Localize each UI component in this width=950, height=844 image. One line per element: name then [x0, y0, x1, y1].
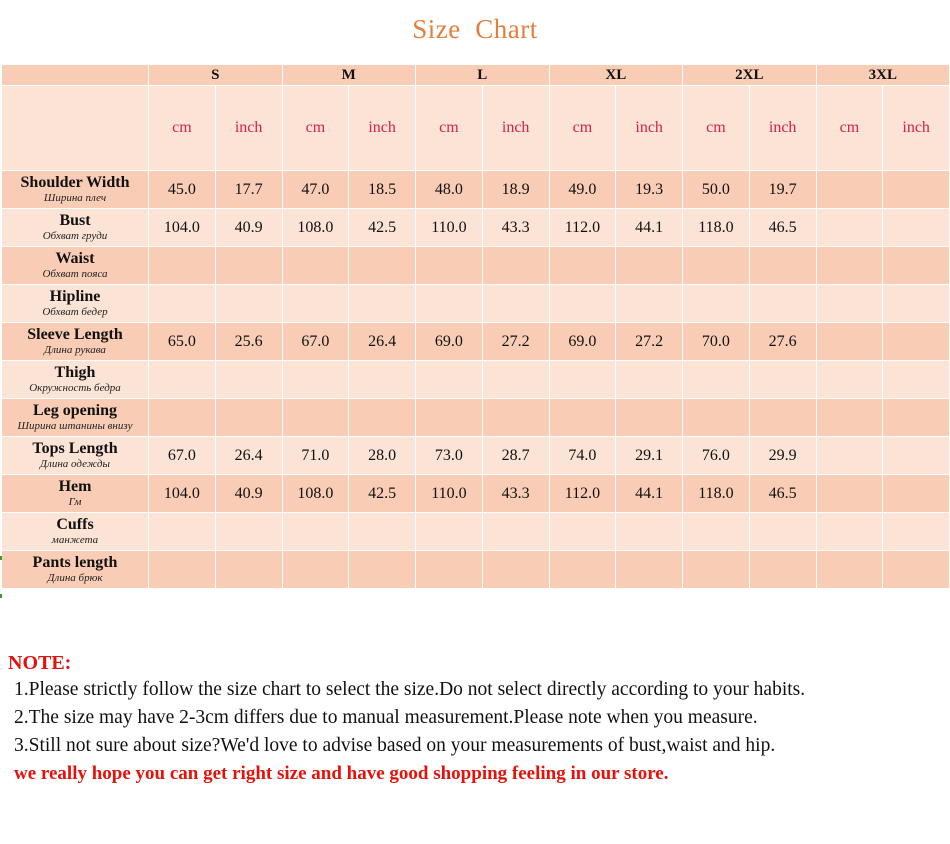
value-cell — [883, 551, 950, 589]
value-cell — [149, 285, 216, 323]
value-cell — [816, 513, 883, 551]
measurement-name: Leg opening — [32, 402, 117, 419]
value-cell — [616, 551, 683, 589]
measurement-name-ru: Обхват груди — [42, 230, 108, 242]
measurement-name: Hipline — [49, 288, 101, 305]
value-cell — [482, 513, 549, 551]
value-cell — [749, 513, 816, 551]
value-cell — [149, 551, 216, 589]
value-cell — [215, 399, 282, 437]
value-cell — [416, 247, 483, 285]
value-cell: 110.0 — [416, 209, 483, 247]
value-cell — [215, 551, 282, 589]
unit-inch: inch — [616, 86, 683, 171]
value-cell — [149, 513, 216, 551]
measurement-name-ru: Длина одежды — [40, 458, 110, 470]
value-cell: 18.5 — [349, 171, 416, 209]
value-cell — [416, 361, 483, 399]
edge-mark — [0, 594, 2, 598]
value-cell: 112.0 — [549, 475, 616, 513]
value-cell — [282, 513, 349, 551]
measurement-label — [2, 475, 149, 513]
value-cell — [549, 285, 616, 323]
size-header-2xl: 2XL — [683, 65, 817, 86]
table-row — [2, 285, 950, 323]
value-cell — [883, 475, 950, 513]
note-title: NOTE: — [8, 652, 72, 674]
value-cell — [883, 399, 950, 437]
measurement-name-ru: Ширина плеч — [43, 192, 107, 204]
measurement-label — [2, 399, 149, 437]
value-cell — [349, 399, 416, 437]
edge-mark — [0, 556, 2, 560]
measurement-label — [2, 361, 149, 399]
value-cell: 19.7 — [749, 171, 816, 209]
value-cell — [616, 361, 683, 399]
table-row — [2, 437, 950, 475]
value-cell — [683, 361, 750, 399]
measurement-name: Cuffs — [56, 516, 94, 533]
table-row — [2, 513, 950, 551]
value-cell — [282, 399, 349, 437]
value-cell: 19.3 — [616, 171, 683, 209]
value-cell: 29.1 — [616, 437, 683, 475]
measurement-name-ru: Длина рукава — [44, 344, 106, 356]
value-cell: 73.0 — [416, 437, 483, 475]
value-cell — [149, 399, 216, 437]
value-cell — [549, 399, 616, 437]
value-cell — [416, 513, 483, 551]
value-cell — [816, 209, 883, 247]
value-cell: 67.0 — [149, 437, 216, 475]
value-cell — [816, 285, 883, 323]
value-cell — [416, 399, 483, 437]
value-cell — [215, 513, 282, 551]
unit-cm: cm — [149, 86, 216, 171]
size-header-row — [2, 65, 950, 86]
measurement-name-ru: Окружность бедра — [29, 382, 121, 394]
value-cell — [282, 361, 349, 399]
value-cell: 27.6 — [749, 323, 816, 361]
measurement-name: Bust — [59, 212, 91, 229]
value-cell: 69.0 — [416, 323, 483, 361]
value-cell: 25.6 — [215, 323, 282, 361]
value-cell: 110.0 — [416, 475, 483, 513]
value-cell: 46.5 — [749, 475, 816, 513]
value-cell: 45.0 — [149, 171, 216, 209]
value-cell — [816, 361, 883, 399]
value-cell — [482, 285, 549, 323]
note-line-1: 1.Please strictly follow the size chart to select the size.Do not select directly according to your habits. — [14, 679, 806, 700]
table-row — [2, 247, 950, 285]
measurement-name: Waist — [55, 250, 95, 267]
value-cell: 74.0 — [549, 437, 616, 475]
value-cell — [149, 247, 216, 285]
value-cell: 46.5 — [749, 209, 816, 247]
table-row — [2, 209, 950, 247]
measurement-name-ru: Гм — [68, 496, 82, 508]
note-emphasis: we really hope you can get right size and have good shopping feeling in our store. — [14, 763, 669, 784]
value-cell — [215, 247, 282, 285]
value-cell: 65.0 — [149, 323, 216, 361]
value-cell — [416, 551, 483, 589]
value-cell: 28.0 — [349, 437, 416, 475]
value-cell: 50.0 — [683, 171, 750, 209]
value-cell — [616, 399, 683, 437]
value-cell — [616, 247, 683, 285]
unit-cm: cm — [549, 86, 616, 171]
value-cell — [482, 247, 549, 285]
value-cell — [149, 361, 216, 399]
measurement-label — [2, 437, 149, 475]
value-cell — [816, 247, 883, 285]
unit-corner-cell — [2, 86, 149, 171]
value-cell — [883, 209, 950, 247]
value-cell — [883, 247, 950, 285]
measurement-name-ru: Длина брюк — [47, 572, 103, 584]
unit-cm: cm — [816, 86, 883, 171]
value-cell: 27.2 — [616, 323, 683, 361]
value-cell: 17.7 — [215, 171, 282, 209]
measurement-label — [2, 209, 149, 247]
measurement-label — [2, 171, 149, 209]
value-cell: 76.0 — [683, 437, 750, 475]
value-cell — [749, 285, 816, 323]
value-cell: 108.0 — [282, 209, 349, 247]
page-title: Size Chart — [412, 14, 538, 44]
size-header-xl: XL — [549, 65, 683, 86]
value-cell — [816, 437, 883, 475]
measurement-name-ru: манжета — [51, 534, 99, 546]
value-cell — [883, 323, 950, 361]
size-chart-table — [1, 64, 950, 589]
value-cell — [349, 285, 416, 323]
corner-cell — [2, 65, 149, 86]
value-cell — [683, 551, 750, 589]
value-cell — [482, 551, 549, 589]
value-cell: 28.7 — [482, 437, 549, 475]
value-cell: 18.9 — [482, 171, 549, 209]
table-row — [2, 323, 950, 361]
size-header-s: S — [149, 65, 283, 86]
measurement-label — [2, 285, 149, 323]
unit-inch: inch — [482, 86, 549, 171]
measurement-name: Hem — [58, 478, 92, 495]
value-cell: 29.9 — [749, 437, 816, 475]
size-header-m: M — [282, 65, 416, 86]
value-cell: 26.4 — [215, 437, 282, 475]
value-cell — [616, 285, 683, 323]
value-cell — [416, 285, 483, 323]
size-header-l: L — [416, 65, 550, 86]
measurement-name: Shoulder Width — [20, 174, 130, 191]
unit-inch: inch — [349, 86, 416, 171]
value-cell — [683, 399, 750, 437]
value-cell — [683, 513, 750, 551]
table-row — [2, 475, 950, 513]
value-cell — [816, 475, 883, 513]
table-row — [2, 361, 950, 399]
value-cell — [883, 513, 950, 551]
value-cell: 42.5 — [349, 209, 416, 247]
value-cell — [683, 285, 750, 323]
value-cell: 104.0 — [149, 209, 216, 247]
value-cell — [215, 285, 282, 323]
value-cell — [482, 399, 549, 437]
value-cell — [549, 513, 616, 551]
value-cell: 69.0 — [549, 323, 616, 361]
value-cell: 108.0 — [282, 475, 349, 513]
unit-cm: cm — [416, 86, 483, 171]
value-cell: 118.0 — [683, 209, 750, 247]
value-cell — [349, 513, 416, 551]
value-cell: 40.9 — [215, 209, 282, 247]
value-cell — [349, 361, 416, 399]
unit-cm: cm — [282, 86, 349, 171]
value-cell: 48.0 — [416, 171, 483, 209]
table-row — [2, 171, 950, 209]
measurement-name-ru: Обхват бедер — [42, 306, 108, 318]
value-cell — [749, 551, 816, 589]
value-cell — [549, 361, 616, 399]
value-cell — [349, 247, 416, 285]
value-cell — [883, 171, 950, 209]
value-cell — [816, 399, 883, 437]
value-cell: 40.9 — [215, 475, 282, 513]
value-cell — [883, 437, 950, 475]
measurement-label — [2, 551, 149, 589]
measurement-name-ru: Ширина штанины внизу — [17, 420, 133, 432]
value-cell: 47.0 — [282, 171, 349, 209]
value-cell: 70.0 — [683, 323, 750, 361]
value-cell — [549, 551, 616, 589]
value-cell — [282, 551, 349, 589]
unit-inch: inch — [215, 86, 282, 171]
value-cell: 44.1 — [616, 209, 683, 247]
measurement-name-ru: Обхват пояса — [42, 268, 108, 280]
value-cell: 49.0 — [549, 171, 616, 209]
value-cell: 71.0 — [282, 437, 349, 475]
value-cell — [816, 323, 883, 361]
value-cell: 118.0 — [683, 475, 750, 513]
value-cell: 27.2 — [482, 323, 549, 361]
unit-inch: inch — [883, 86, 950, 171]
value-cell — [883, 361, 950, 399]
value-cell — [816, 171, 883, 209]
value-cell — [749, 361, 816, 399]
value-cell — [482, 361, 549, 399]
measurement-name: Sleeve Length — [27, 326, 123, 343]
value-cell: 104.0 — [149, 475, 216, 513]
measurement-name: Tops Length — [32, 440, 118, 457]
value-cell — [816, 551, 883, 589]
measurement-label — [2, 513, 149, 551]
value-cell: 43.3 — [482, 475, 549, 513]
value-cell: 43.3 — [482, 209, 549, 247]
unit-header-row — [2, 86, 950, 171]
measurement-name: Thigh — [54, 364, 96, 381]
value-cell — [282, 285, 349, 323]
value-cell — [749, 399, 816, 437]
size-header-3xl: 3XL — [816, 65, 950, 86]
value-cell: 42.5 — [349, 475, 416, 513]
measurement-label — [2, 247, 149, 285]
measurement-name: Pants length — [32, 554, 118, 571]
note-line-3: 3.Still not sure about size?We'd love to advise based on your measurements of bust,waist and hip. — [14, 735, 776, 756]
value-cell: 67.0 — [282, 323, 349, 361]
unit-cm: cm — [683, 86, 750, 171]
unit-inch: inch — [749, 86, 816, 171]
table-row — [2, 399, 950, 437]
value-cell — [215, 361, 282, 399]
note-line-2: 2.The size may have 2-3cm differs due to manual measurement.Please note when you measure. — [14, 707, 758, 728]
value-cell — [749, 247, 816, 285]
value-cell: 112.0 — [549, 209, 616, 247]
value-cell — [883, 285, 950, 323]
value-cell — [616, 513, 683, 551]
value-cell — [683, 247, 750, 285]
measurement-label — [2, 323, 149, 361]
note-section — [8, 652, 948, 785]
value-cell: 44.1 — [616, 475, 683, 513]
value-cell — [349, 551, 416, 589]
value-cell — [549, 247, 616, 285]
value-cell — [282, 247, 349, 285]
value-cell: 26.4 — [349, 323, 416, 361]
table-row — [2, 551, 950, 589]
